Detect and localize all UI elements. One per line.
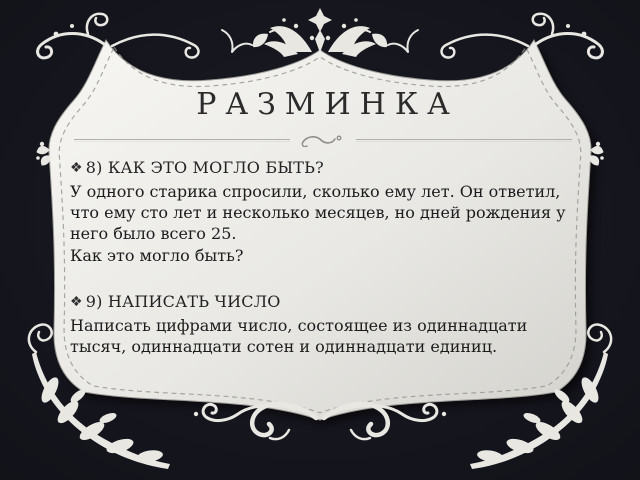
divider-scroll-icon — [300, 133, 346, 147]
paragraph: Написать цифрами число, состоящее из одиннадцати тысяч, одиннадцати сотен и одиннадцати единиц. — [70, 315, 528, 356]
section-heading — [70, 291, 576, 314]
paragraph: У одного старика спросили, сколько ему лет. Он ответил, что ему сто лет и несколько месяцев, но дней рождения у него было всего 25. — [70, 181, 566, 243]
divider-rule-left — [74, 139, 290, 140]
slide-title: РАЗМИНКА — [196, 87, 459, 122]
section-heading-text: 9) НАПИСАТЬ ЧИСЛО — [85, 291, 281, 311]
section-question-8 — [70, 157, 576, 266]
section-question-9 — [70, 291, 576, 357]
diamond-bullet-icon: ❖ — [70, 293, 83, 310]
section-heading-text: 8) КАК ЭТО МОГЛО БЫТЬ? — [85, 157, 324, 177]
slide-content — [70, 88, 576, 358]
divider-rule-right — [356, 139, 572, 140]
title-divider — [74, 132, 572, 148]
diamond-bullet-icon: ❖ — [70, 159, 83, 176]
paragraph: Как это могло быть? — [70, 245, 244, 265]
section-heading — [70, 157, 576, 180]
